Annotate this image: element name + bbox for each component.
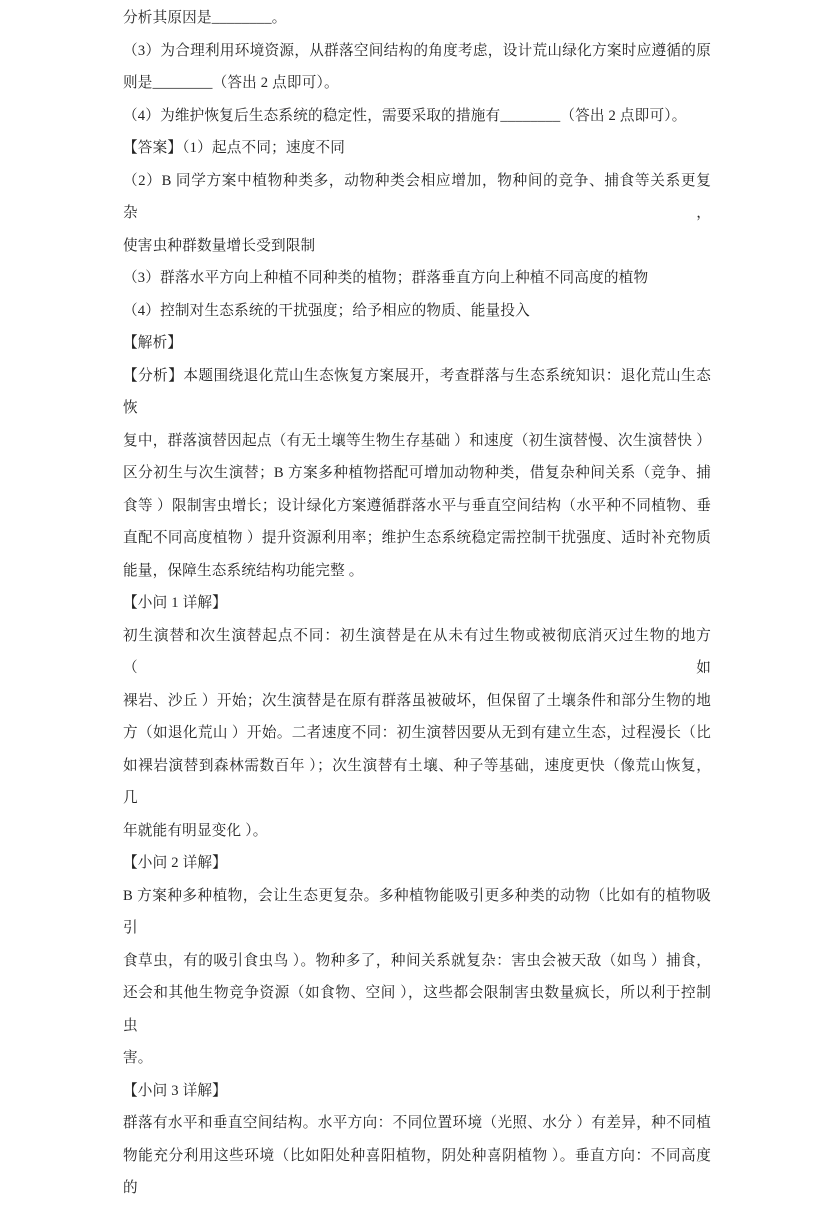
text-line-21: 年就能有明显变化 ）。	[123, 822, 268, 839]
document-body	[123, 2, 711, 1205]
text-line-20: 如裸岩演替到森林需数百年 ）；次生演替有土壤、种子等基础，速度更快（像荒山恢复，几	[123, 757, 711, 806]
text-line-19: 方（如退化荒山 ）开始。二者速度不同：初生演替因要从无到有建立生态，过程漫长（比	[123, 725, 711, 741]
text-line-0: 分析其原因是________。	[123, 10, 287, 26]
text-line-23: B 方案种多种植物，会让生态更复杂。多种植物能吸引更多种类的动物（比如有的植物吸引	[123, 887, 711, 936]
text-line-14: 直配不同高度植物 ）提升资源利用率；维护生态系统稳定需控制干扰强度、适时补充物质	[123, 530, 711, 546]
text-line-7: （3）群落水平方向上种植不同种类的植物；群落垂直方向上种植不同高度的植物	[123, 270, 649, 286]
text-line-17: 初生演替和次生演替起点不同：初生演替是在从未有过生物或被彻底消灭过生物的地方（如	[123, 627, 711, 676]
text-line-25: 还会和其他生物竞争资源（如食物、空间 ），这些都会限制害虫数量疯长，所以利于控制虫	[123, 985, 711, 1034]
text-line-12: 区分初生与次生演替；B 方案多种植物搭配可增加动物种类，借复杂种间关系（竞争、捕	[123, 465, 711, 481]
text-line-5: （2）B 同学方案中植物种类多，动物种类会相应增加，物种间的竞争、捕食等关系更复杂，	[123, 172, 711, 221]
text-line-26: 害。	[123, 1050, 153, 1066]
text-line-9: 【解析】	[123, 335, 183, 351]
text-line-8: （4）控制对生态系统的干扰强度；给予相应的物质、能量投入	[123, 302, 530, 319]
text-line-3: （4）为维护恢复后生态系统的稳定性，需要采取的措施有________（答出 2 点即可）。	[123, 107, 687, 124]
text-line-24: 食草虫，有的吸引食虫鸟 ）。物种多了，种间关系就复杂：害虫会被天敌（如鸟 ）捕食，	[123, 952, 711, 969]
text-line-13: 食等 ）限制害虫增长；设计绿化方案遵循群落水平与垂直空间结构（水平种不同植物、垂	[123, 497, 711, 514]
text-line-1: （3）为合理利用环境资源，从群落空间结构的角度考虑，设计荒山绿化方案时应遵循的原	[123, 42, 711, 59]
text-line-15: 能量，保障生态系统结构功能完整 。	[123, 562, 364, 579]
text-line-2: 则是________（答出 2 点即可）。	[123, 75, 339, 91]
text-line-27: 【小问 3 详解】	[123, 1082, 227, 1099]
text-line-4: 【答案】（1）起点不同；速度不同	[123, 140, 346, 156]
text-line-11: 复中，群落演替因起点（有无土壤等生物生存基础 ）和速度（初生演替慢、次生演替快 ）	[123, 432, 711, 449]
text-line-18: 裸岩、沙丘 ）开始；次生演替是在原有群落虽被破坏，但保留了土壤条件和部分生物的地	[123, 692, 711, 709]
text-line-22: 【小问 2 详解】	[123, 855, 227, 871]
text-line-10: 【分析】本题围绕退化荒山生态恢复方案展开，考查群落与生态系统知识：退化荒山生态恢	[123, 367, 711, 416]
text-line-16: 【小问 1 详解】	[123, 595, 227, 611]
text-line-29: 物能充分利用这些环境（比如阳处种喜阳植物，阴处种喜阴植物 ）。垂直方向：不同高度的	[123, 1147, 711, 1196]
text-line-28: 群落有水平和垂直空间结构。水平方向：不同位置环境（光照、水分 ）有差异，种不同植	[123, 1115, 711, 1131]
text-line-6: 使害虫种群数量增长受到限制	[123, 237, 316, 254]
